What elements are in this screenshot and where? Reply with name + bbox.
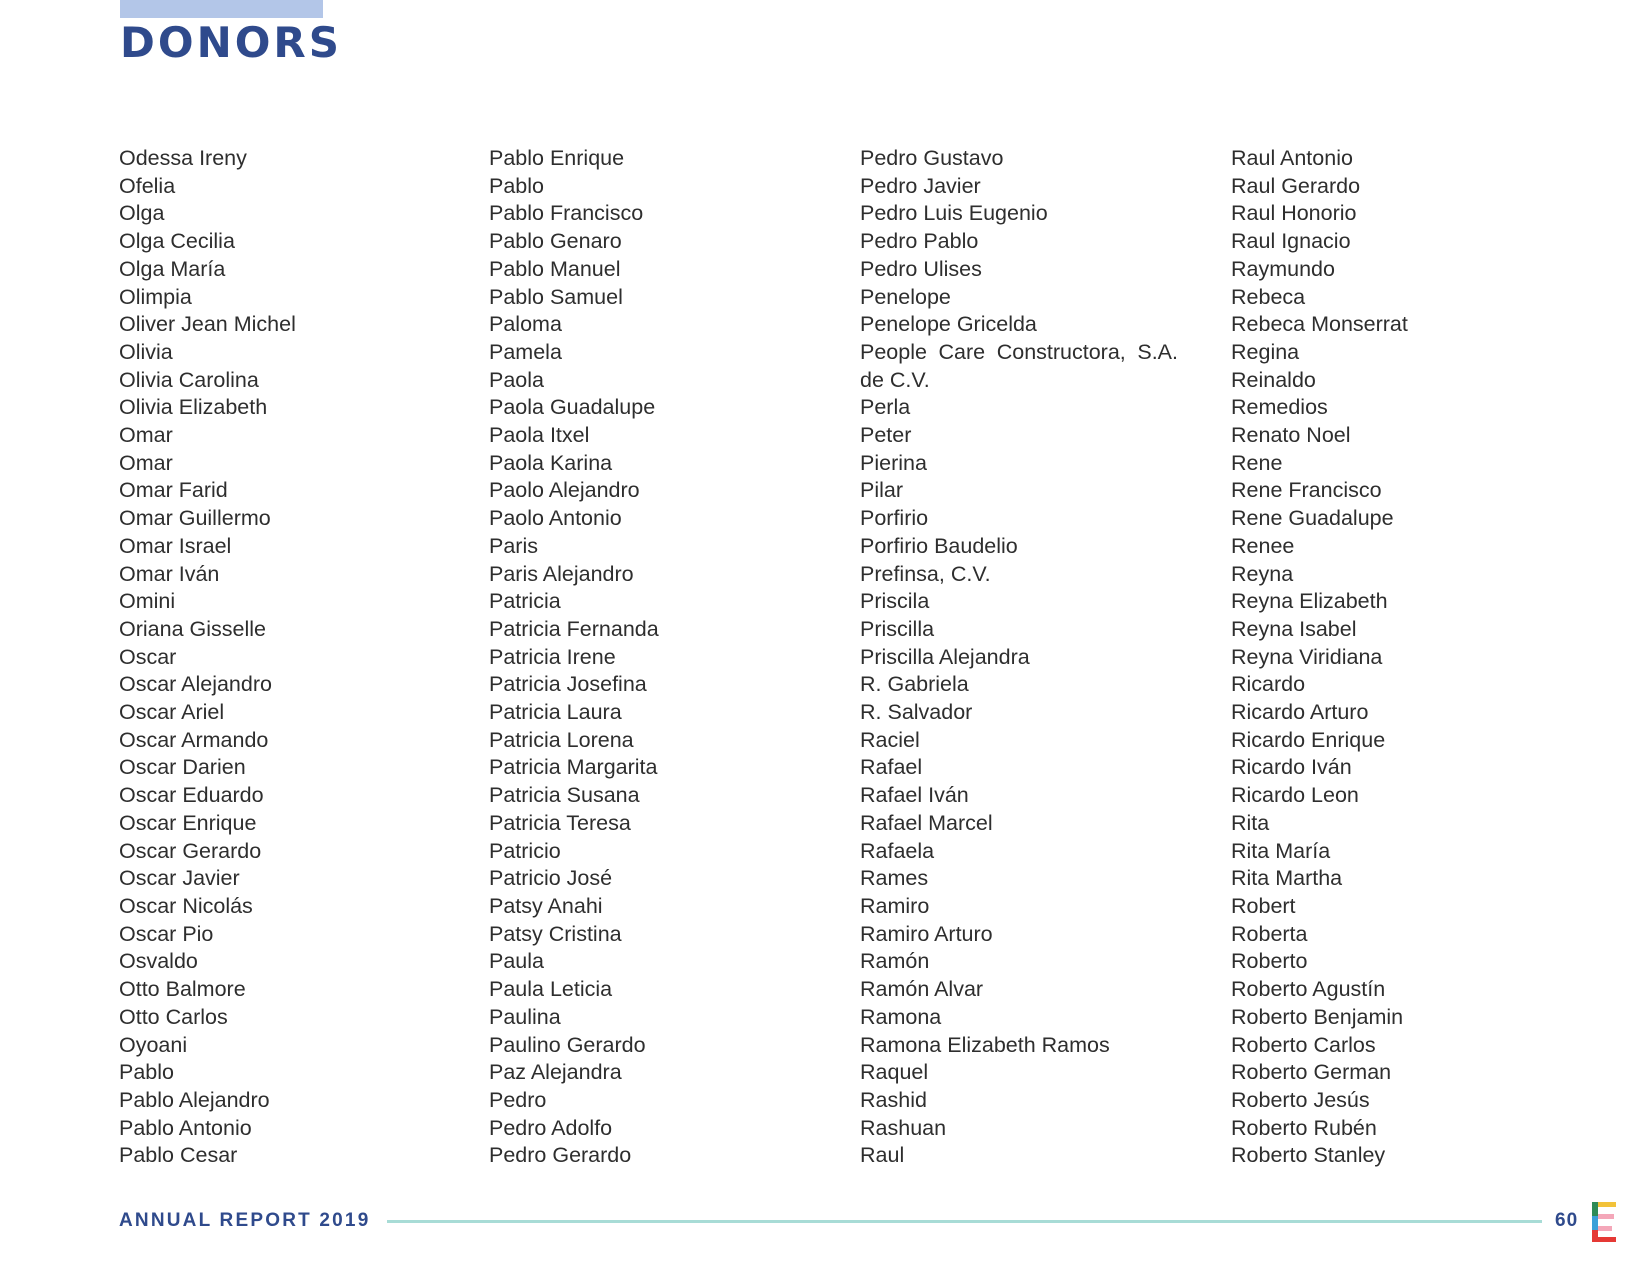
donor-name: Omar Israel — [119, 533, 232, 558]
donor-name: Rebeca — [1231, 284, 1306, 309]
donor-name: Pablo Francisco — [489, 201, 644, 226]
donor-name: Paloma — [489, 312, 562, 337]
donor-name: Oscar Ariel — [119, 700, 225, 725]
donor-name: Olivia — [119, 339, 173, 364]
donor-name: Pierina — [860, 450, 927, 475]
donor-name: Raul Gerardo — [1231, 173, 1361, 198]
donor-name: Omar Farid — [119, 478, 228, 503]
donor-name: Patricia Susana — [489, 783, 640, 808]
donor-name: Roberto Jesús — [1231, 1087, 1370, 1112]
donor-name: Roberto Carlos — [1231, 1032, 1376, 1057]
donor-name: Rene Francisco — [1231, 478, 1382, 503]
donor-name: Patricia Lorena — [489, 727, 634, 752]
donor-name: Patsy Cristina — [489, 921, 622, 946]
donor-name: Pedro Adolfo — [489, 1115, 613, 1140]
donor-name: Rene — [1231, 450, 1283, 475]
donor-name: Paola — [489, 367, 544, 392]
donor-name: Patricia Irene — [489, 644, 616, 669]
donor-name: Olga María — [119, 256, 226, 281]
donor-column-2 — [489, 145, 834, 1170]
donor-name: Pablo Genaro — [489, 229, 622, 254]
donor-name: Oriana Gisselle — [119, 616, 266, 641]
donor-name: Reyna Isabel — [1231, 616, 1357, 641]
donor-name: Patricio José — [489, 866, 613, 891]
donor-name: R. Salvador — [860, 700, 973, 725]
donor-name: Ramona Elizabeth Ramos — [860, 1032, 1110, 1057]
donor-name: Roberto Rubén — [1231, 1115, 1377, 1140]
donor-name: Otto Carlos — [119, 1004, 228, 1029]
donor-name: Paolo Antonio — [489, 506, 622, 531]
donor-name: Pablo Manuel — [489, 256, 621, 281]
donor-name: Raul Honorio — [1231, 201, 1357, 226]
donor-name: Rames — [860, 866, 929, 891]
donor-name: Raul Ignacio — [1231, 229, 1351, 254]
brand-e-logo-icon — [1592, 1202, 1618, 1242]
donor-name: Roberto Stanley — [1231, 1143, 1386, 1168]
donor-name: Ricardo Iván — [1231, 755, 1352, 780]
donor-name: Oscar Nicolás — [119, 893, 253, 918]
donor-name: Oscar Darien — [119, 755, 246, 780]
donor-name: Olga — [119, 201, 165, 226]
donor-name: Odessa Ireny — [119, 146, 247, 170]
donor-name: Rene Guadalupe — [1231, 506, 1394, 531]
donor-name: R. Gabriela — [860, 672, 969, 697]
donor-name: Patricia — [489, 589, 561, 614]
donor-name: Reyna Viridiana — [1231, 644, 1383, 669]
donor-name: Raymundo — [1231, 256, 1335, 281]
donor-name: Rafaela — [860, 838, 935, 863]
donor-name: Osvaldo — [119, 949, 198, 974]
donor-name: Paola Itxel — [489, 423, 590, 448]
donor-name: Roberto Agustín — [1231, 977, 1386, 1002]
donor-name: Paz Alejandra — [489, 1060, 622, 1085]
donor-name: Rita — [1231, 810, 1270, 835]
donor-name: Priscilla — [860, 616, 935, 641]
footer-report-label: ANNUAL REPORT 2019 — [119, 1210, 371, 1231]
donor-name: Rafael — [860, 755, 923, 780]
donor-name: Pilar — [860, 478, 904, 503]
donor-name: Olivia Carolina — [119, 367, 259, 392]
donor-name: Pedro Javier — [860, 173, 981, 198]
donor-name: Rashuan — [860, 1115, 947, 1140]
donor-name: Oscar — [119, 644, 177, 669]
donor-name: Roberta — [1231, 921, 1308, 946]
donor-name: Patricia Fernanda — [489, 616, 659, 641]
donor-name: Reyna — [1231, 561, 1294, 586]
donor-name: Renee — [1231, 533, 1295, 558]
donor-name: Pablo Cesar — [119, 1143, 238, 1168]
title-accent-bar — [120, 0, 323, 18]
donor-name: Paula Leticia — [489, 977, 613, 1002]
donor-name: Pedro Gustavo — [860, 146, 1004, 170]
donor-column-3 — [860, 145, 1205, 1170]
donor-column-1 — [119, 145, 464, 1170]
donor-name: Reyna Elizabeth — [1231, 589, 1388, 614]
donor-name: Otto Balmore — [119, 977, 246, 1002]
donor-name: Ofelia — [119, 173, 176, 198]
donor-name: Pedro Ulises — [860, 256, 982, 281]
donor-name: Reinaldo — [1231, 367, 1316, 392]
donor-name: Paulino Gerardo — [489, 1032, 646, 1057]
donor-name: Renato Noel — [1231, 423, 1351, 448]
donor-name: Paola Guadalupe — [489, 395, 656, 420]
donor-name: Pablo — [119, 1060, 174, 1085]
donor-name: Oyoani — [119, 1032, 188, 1057]
donor-name: Robert — [1231, 893, 1296, 918]
donor-name: Omar Iván — [119, 561, 220, 586]
donor-name: Pedro — [489, 1087, 547, 1112]
donor-name: Oscar Alejandro — [119, 672, 272, 697]
donor-name: Oscar Gerardo — [119, 838, 262, 863]
donor-name: Roberto Benjamin — [1231, 1004, 1404, 1029]
donor-name: Priscila — [860, 589, 930, 614]
donor-name: Peter — [860, 423, 912, 448]
donor-name: Oliver Jean Michel — [119, 312, 296, 337]
donor-name: Patricia Josefina — [489, 672, 647, 697]
donor-name: Rebeca Monserrat — [1231, 312, 1408, 337]
donor-name: Rafael Marcel — [860, 810, 993, 835]
donor-name: Pablo Samuel — [489, 284, 623, 309]
donor-name: Roberto German — [1231, 1060, 1392, 1085]
donor-name: Pedro Luis Eugenio — [860, 201, 1048, 226]
donor-name: People Care Constructora, S.A. de C.V. — [860, 339, 1178, 392]
donor-name: Oscar Javier — [119, 866, 240, 891]
donor-name: Ricardo Arturo — [1231, 700, 1369, 725]
donor-name: Rafael Iván — [860, 783, 969, 808]
donor-name: Oscar Enrique — [119, 810, 257, 835]
donor-name: Pablo Antonio — [119, 1115, 252, 1140]
donor-name: Porfirio Baudelio — [860, 533, 1018, 558]
donor-name: Rita María — [1231, 838, 1331, 863]
donor-name: Ramón — [860, 949, 930, 974]
donor-name: Oscar Eduardo — [119, 783, 264, 808]
donor-name: Pablo Alejandro — [119, 1087, 270, 1112]
donor-name: Rita Martha — [1231, 866, 1343, 891]
donor-name: Priscilla Alejandra — [860, 644, 1030, 669]
page-number: 60 — [1555, 1210, 1579, 1231]
donor-name: Patsy Anahi — [489, 893, 603, 918]
donor-name: Oscar Pio — [119, 921, 214, 946]
donor-name: Raquel — [860, 1060, 929, 1085]
donor-name: Ramiro Arturo — [860, 921, 993, 946]
donor-name: Pablo — [489, 173, 544, 198]
donor-name: Paula — [489, 949, 544, 974]
donor-name: Ricardo Leon — [1231, 783, 1359, 808]
donor-name: Prefinsa, C.V. — [860, 561, 991, 586]
donor-name: Pedro Pablo — [860, 229, 979, 254]
donor-name: Roberto — [1231, 949, 1308, 974]
donor-name: Pablo Enrique — [489, 146, 625, 170]
donor-name: Paulina — [489, 1004, 561, 1029]
donor-name: Olimpia — [119, 284, 192, 309]
donor-name: Ramiro — [860, 893, 930, 918]
donor-name: Pamela — [489, 339, 562, 364]
donor-name: Omar — [119, 450, 173, 475]
donor-name: Raul — [860, 1143, 905, 1168]
donor-name: Penelope Gricelda — [860, 312, 1037, 337]
donor-name: Raul Antonio — [1231, 146, 1353, 170]
donor-name: Ramón Alvar — [860, 977, 984, 1002]
donor-name: Pedro Gerardo — [489, 1143, 632, 1168]
donor-name: Oscar Armando — [119, 727, 269, 752]
donor-name: Paola Karina — [489, 450, 613, 475]
donor-name: Patricia Laura — [489, 700, 622, 725]
donor-name: Paris — [489, 533, 538, 558]
donor-name: Ramona — [860, 1004, 942, 1029]
donor-name: Penelope — [860, 284, 951, 309]
donor-name: Paris Alejandro — [489, 561, 634, 586]
donor-name: Perla — [860, 395, 911, 420]
donor-name: Olga Cecilia — [119, 229, 235, 254]
donor-column-4 — [1231, 145, 1576, 1170]
footer-divider — [387, 1220, 1542, 1223]
donor-name: Regina — [1231, 339, 1300, 364]
donor-name: Paolo Alejandro — [489, 478, 640, 503]
donor-name: Remedios — [1231, 395, 1328, 420]
donor-name: Omar — [119, 423, 173, 448]
donor-name: Rashid — [860, 1087, 927, 1112]
page-title: DONORS — [120, 18, 343, 67]
donor-name: Ricardo — [1231, 672, 1306, 697]
donor-name: Patricio — [489, 838, 561, 863]
donor-name: Ricardo Enrique — [1231, 727, 1386, 752]
donor-name: Patricia Margarita — [489, 755, 658, 780]
donor-name: Porfirio — [860, 506, 929, 531]
donor-name: Omini — [119, 589, 176, 614]
donor-name: Patricia Teresa — [489, 810, 631, 835]
donor-name: Olivia Elizabeth — [119, 395, 268, 420]
donor-name: Raciel — [860, 727, 920, 752]
donor-name: Omar Guillermo — [119, 506, 271, 531]
